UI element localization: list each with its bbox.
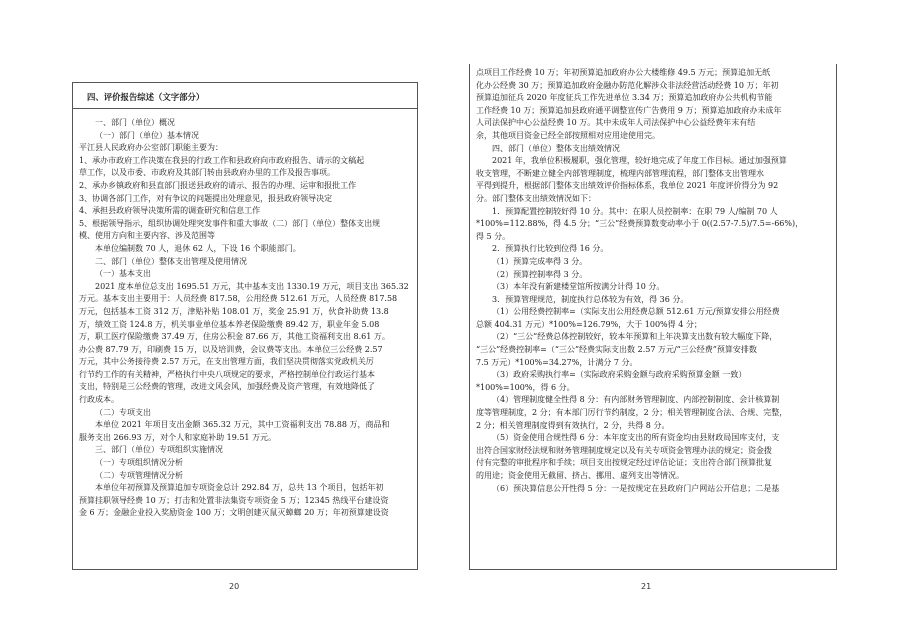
text-line: 点项目工作经费 10 万；年初预算追加政府办公大楼维修 49.5 万元；预算追加无纸 xyxy=(476,68,771,77)
text-line: （1）预算完成率得 3 分。 xyxy=(492,256,588,266)
text-line: （一）部门（单位）基本情况 xyxy=(95,130,199,140)
text-line: 万，职工医疗保险缴费 37.49 万，住房公积金 87.66 万，其他工资福利支出 8.61 万。 xyxy=(79,332,390,342)
text-line: 得 5 分。 xyxy=(476,231,511,241)
text-line: 3．预算管理规范，制度执行总体较为有效，得 36 分。 xyxy=(492,294,689,304)
text-line: 出符合国家财经法规和财务管理制度规定以及有关专项资金管理办法的规定；资金拨 xyxy=(476,445,772,455)
text-line: 余，其他项目资金已经全部按照相对应用途使用完。 xyxy=(476,130,660,140)
text-line: 行政成本。 xyxy=(79,395,119,405)
text-line: 本单位编制数 70 人，退休 62 人，下设 16 个职能部门。 xyxy=(95,243,301,253)
text-line: （2）预算控制率得 3 分。 xyxy=(492,269,588,279)
text-line: 付有完整的审批程序和手续；项目支出按规定经过评估论证；支出符合部门预算批复 xyxy=(476,458,772,468)
text-line: 2021 年，我单位积极履职，强化管理，较好地完成了年度工作目标。通过加强预算 xyxy=(492,156,787,166)
text-line: “三公”经费控制率=（“三公”经费实际支出数 2.57 万元/“三公经费”预算安排数 xyxy=(476,345,757,355)
text-line: （5）资金使用合规性得 6 分：本年度支出的所有资金均由县财政局国库支付，支 xyxy=(492,433,780,443)
text-line: 收支管理，不断建立健全内部管理制度，梳理内部管理流程，部门整体支出管理水 xyxy=(476,168,764,178)
text-line: （3）本年没有新建楼堂馆所按满分计得 10 分。 xyxy=(492,282,665,292)
text-line: 7.5 万元）*100%=34.27%，计满分 7 分。 xyxy=(476,357,638,367)
left-page-body xyxy=(79,117,411,520)
text-line: 2、承办乡镇政府和县直部门报送县政府的请示、报告的办理、运审和报批工作 xyxy=(79,180,357,190)
text-line: 度等管理制度，2 分；有本部门厉行节约制度，2 分；相关管理制度合法、合规、完整， xyxy=(476,408,788,418)
text-line: （一）基本支出 xyxy=(95,269,151,279)
text-line: （1）公用经费控制率=（实际支出公用经费总额 512.61 万元/预算安排公用经费 xyxy=(492,307,780,317)
text-line: 支出，特别是三公经费的管理，改进文风会风，加强经费及资产管理，有效地降低了 xyxy=(79,382,375,392)
text-line: 二、部门（单位）整体支出管理及使用情况 xyxy=(95,256,247,266)
report-section-header: 四、评价报告综述（文字部分） xyxy=(73,87,417,109)
text-line: *100%=100%，得 6 分。 xyxy=(476,382,575,392)
text-line: 平得到提升，根据部门整体支出绩效评价指标体系，我单位 2021 年度评价得分为 92 xyxy=(476,181,779,191)
text-line: （6）预决算信息公开性得 5 分：一是按规定在县政府门户网站公开信息；二是基 xyxy=(492,483,780,493)
text-line: 2021 度本单位总支出 1695.51 万元，其中基本支出 1330.19 万元，项目支出 365.32 xyxy=(95,281,409,291)
text-line: 平江县人民政府办公室部门职能主要为： xyxy=(79,143,223,153)
text-line: （二）专项支出 xyxy=(95,407,151,417)
text-line: 总额 404.31 万元）*100%=126.79%，大于 100%得 4 分； xyxy=(476,319,702,329)
text-line: 5、根据领导指示，组织协调处理突发事件和重大事故（二）部门（单位）整体支出规 xyxy=(79,218,381,228)
text-line: （2）“三公”经费总体控制较好，较本年预算和上年决算支出数有较大幅度下降， xyxy=(492,332,778,342)
text-line: 工作经费 10 万；预算追加县政府通平调整宣传广告费用 9 万；预算追加政府办未成年 xyxy=(476,105,782,115)
text-line: 的用途；资金使用无截留、挤占、挪用、虚列支出等情况。 xyxy=(476,471,684,480)
text-line: 三、部门（单位）专项组织实施情况 xyxy=(95,445,223,455)
document-page-left xyxy=(72,82,418,570)
text-line: 本单位 2021 年项目支出金额 365.32 万元，其中工资福利支出 78.88 万，商品和 xyxy=(95,420,390,430)
text-line: 草工作，以及市委、市政府及其部门转由县政府办里的工作及报告事项。 xyxy=(79,168,335,178)
text-line: （二）专项管理情况分析 xyxy=(95,470,183,480)
text-line: 1、承办市政府工作决策在我县的行政工作和县政府向市政府报告、请示的文稿起 xyxy=(79,155,365,165)
text-line: 人司法保护中心公益经费 10 万。其中未成年人司法保护中心公益经费年末有结 xyxy=(476,118,756,128)
text-line: （一）专项组织情况分析 xyxy=(95,458,183,468)
text-line: 一、部门（单位）概况 xyxy=(95,118,175,127)
text-line: 万元，其中公务接待费 2.57 万元，在支出管理方面，我们坚决贯彻落实党政机关厉 xyxy=(79,357,374,367)
text-line: 4、承担县政府领导决策所需的调查研究和信息工作 xyxy=(79,206,261,216)
text-line: 万元，包括基本工资 312 万，津贴补贴 108.01 万，奖金 25.91 万，伙食补助费 13.8 xyxy=(79,306,389,316)
text-line: 模、使用方向和主要内容、涉及范围等 xyxy=(79,231,215,241)
text-line: 化办公经费 30 万；预算追加政府金融办防范化解涉众非法经营活动经费 10 万；年初 xyxy=(476,80,779,90)
text-line: 万元。基本支出主要用于：人员经费 817.58，公用经费 512.61 万元，人员经费 817.58 xyxy=(79,294,398,304)
text-line: 本单位年初预算及预算追加专项资金总计 292.84 万，总共 13 个项目，包括年初 xyxy=(95,483,384,493)
page-number-left: 20 xyxy=(229,582,240,591)
text-line: 四、部门（单位）整体支出绩效情况 xyxy=(492,143,620,153)
text-line: 1．预算配置控制较好得 10 分。其中：在职人员控制率：在职 79 人/编制 70 人 xyxy=(492,206,778,216)
text-line: 3、协调各部门工作，对有争议的问题提出处理意见，报县政府领导决定 xyxy=(79,193,333,203)
text-line: （4）管理制度健全性得 8 分：有内部财务管理制度、内部控制制度、会计核算制 xyxy=(492,395,780,405)
right-page-body xyxy=(476,67,830,495)
text-line: 预算追加征兵 2020 年度征兵工作先进单位 3.34 万；预算追加政府办公共机构节能 xyxy=(476,93,773,103)
text-line: *100%=112.88%，得 4.5 分；“三公”经费预算数变动率小于 0((2.57-7.5)/7.5=-66%)， xyxy=(476,219,804,229)
page-number-right: 21 xyxy=(641,582,652,591)
text-line: 万，绩效工资 124.8 万，机关事业单位基本养老保险缴费 89.42 万，职业年金 5.08 xyxy=(79,319,380,329)
text-line: 服务支出 266.93 万，对个人和家庭补助 19.51 万元。 xyxy=(79,432,277,442)
text-line: 行节约工作的有关精神，严格执行中央八项规定的要求，严格控制单位行政运行基本 xyxy=(79,369,375,379)
document-page-right xyxy=(469,64,837,570)
text-line: 2 分；相关管理制度得到有效执行，2 分，共得 8 分。 xyxy=(476,420,670,430)
text-line: 分。部门整体支出绩效情况如下： xyxy=(476,193,596,203)
text-line: 2．预算执行比较到位得 16 分。 xyxy=(492,244,609,254)
text-line: 金 6 万；金融企业投入奖励资金 100 万；文明创建灭鼠灭蟑螂 20 万；年初预算建设资 xyxy=(79,508,389,518)
text-line: （3）政府采购执行率=（实际政府采购金额与政府采购预算金额 一致） xyxy=(492,370,747,380)
text-line: 办公费 87.79 万，印刷费 15 万，以及培训费，会议费等支出。本单位三公经费 2.57 xyxy=(79,344,383,354)
text-line: 预算挂职领导经费 10 万；打击和处置非法集资专项资金 5 万；12345 热线平台建设资 xyxy=(79,495,389,505)
